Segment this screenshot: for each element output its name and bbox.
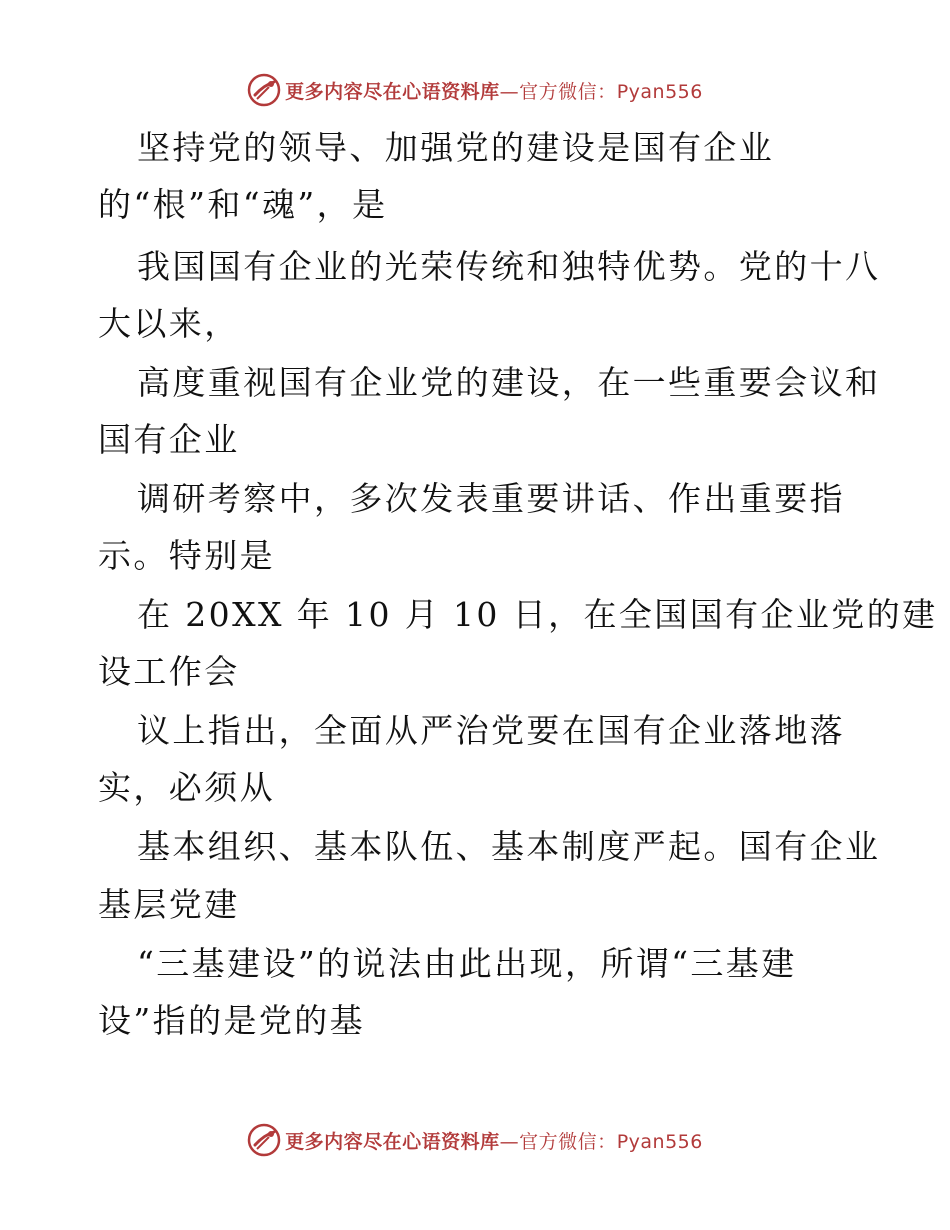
footer-text-separator: — [499,1130,520,1153]
pen-logo-icon [247,1123,281,1157]
header-text-title: 更多内容尽在心语资料库 [285,80,500,103]
header-text-id: Pyan556 [616,80,703,103]
header-banner [0,70,950,110]
body-line: 在 20XX 年 10 月 10 日，在全国国有企业党的建 [137,595,938,634]
footer-text-id: Pyan556 [616,1130,703,1153]
body-line: 的“根”和“魂”，是 [98,185,388,224]
body-line: 议上指出，全面从严治党要在国有企业落地落 [137,711,845,750]
body-line: 大以来， [98,304,240,343]
body-line: 示。特别是 [98,536,275,575]
header-text-label: 官方微信： [519,80,617,103]
body-line: “三基建设”的说法由此出现，所谓“三基建 [137,944,797,983]
body-line: 基本组织、基本队伍、基本制度严起。国有企业 [137,827,881,866]
footer-text-label: 官方微信： [519,1130,617,1153]
body-line: 调研考察中，多次发表重要讲话、作出重要指 [137,479,845,518]
footer-text-title: 更多内容尽在心语资料库 [285,1130,500,1153]
body-line: 设工作会 [98,652,240,691]
footer-banner [0,1120,950,1160]
body-line: 高度重视国有企业党的建设，在一些重要会议和 [137,363,881,402]
header-text-separator: — [499,80,520,103]
body-line: 坚持党的领导、加强党的建设是国有企业 [137,128,775,167]
body-line: 国有企业 [98,420,240,459]
footer-text [285,1127,703,1154]
body-line: 基层党建 [98,885,240,924]
body-line: 实，必须从 [98,768,275,807]
body-line: 我国国有企业的光荣传统和独特优势。党的十八 [137,247,881,286]
pen-logo-icon [247,73,281,107]
header-text [285,77,703,104]
body-line: 设”指的是党的基 [98,1001,366,1040]
